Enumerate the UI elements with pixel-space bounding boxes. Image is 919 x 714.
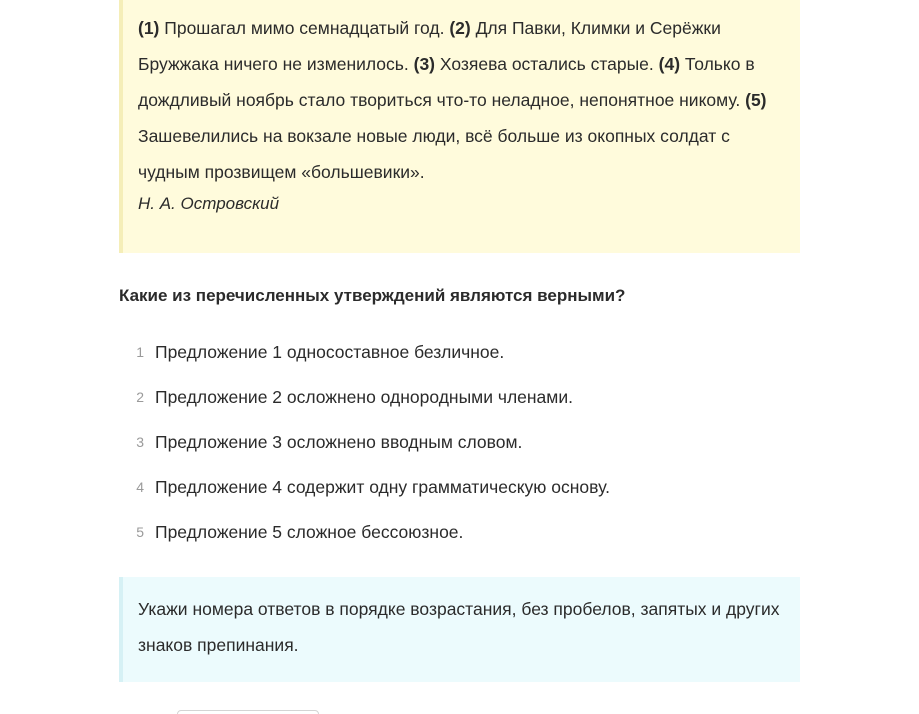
passage-author: Н. А. Островский: [138, 194, 280, 213]
list-item: [119, 383, 610, 428]
question-title: Какие из перечисленных утверждений являются верными?: [119, 286, 626, 305]
sentence-number: (5): [745, 90, 767, 110]
text-passage: [119, 0, 800, 253]
option-text: Предложение 2 осложнено однородными членами.: [155, 387, 573, 407]
sentence-number: (1): [138, 18, 160, 38]
list-item: [119, 473, 610, 518]
list-item: [119, 338, 610, 383]
list-item: [119, 518, 610, 563]
sentence-text: Зашевелились на вокзале новые люди, всё больше из окопных солдат с чудным прозвищем «большевики».: [138, 126, 730, 182]
option-number: 1: [136, 344, 144, 360]
sentence-number: (4): [658, 54, 681, 74]
option-text: Предложение 3 осложнено вводным словом.: [155, 432, 523, 452]
option-text: Предложение 1 односоставное безличное.: [155, 342, 505, 362]
option-number: 4: [136, 479, 144, 495]
sentence-text: Прошагал мимо семнадцатый год.: [159, 18, 450, 38]
sentence-text: Для Павки, Климки и Серёжки Бружжака ничего не изменилось.: [138, 18, 721, 74]
option-number: 5: [136, 524, 144, 540]
option-number: 3: [136, 434, 144, 450]
sentence-number: (2): [449, 18, 471, 38]
option-text: Предложение 5 сложное бессоюзное.: [155, 522, 464, 542]
passage-text: [138, 10, 780, 190]
sentence-number: (3): [413, 54, 436, 74]
sentence-text: Только в дождливый ноябрь стало твориться что-то неладное, непонятное никому.: [138, 54, 755, 110]
answer-input[interactable]: [177, 710, 319, 714]
option-text: Предложение 4 содержит одну грамматическую основу.: [155, 477, 610, 497]
answer-instruction: Укажи номера ответов в порядке возрастания, без пробелов, запятых и других знаков препинания.: [119, 577, 800, 682]
answer-options-list: [119, 338, 610, 563]
list-item: [119, 428, 610, 473]
option-number: 2: [136, 389, 144, 405]
sentence-text: Хозяева остались старые.: [435, 54, 659, 74]
